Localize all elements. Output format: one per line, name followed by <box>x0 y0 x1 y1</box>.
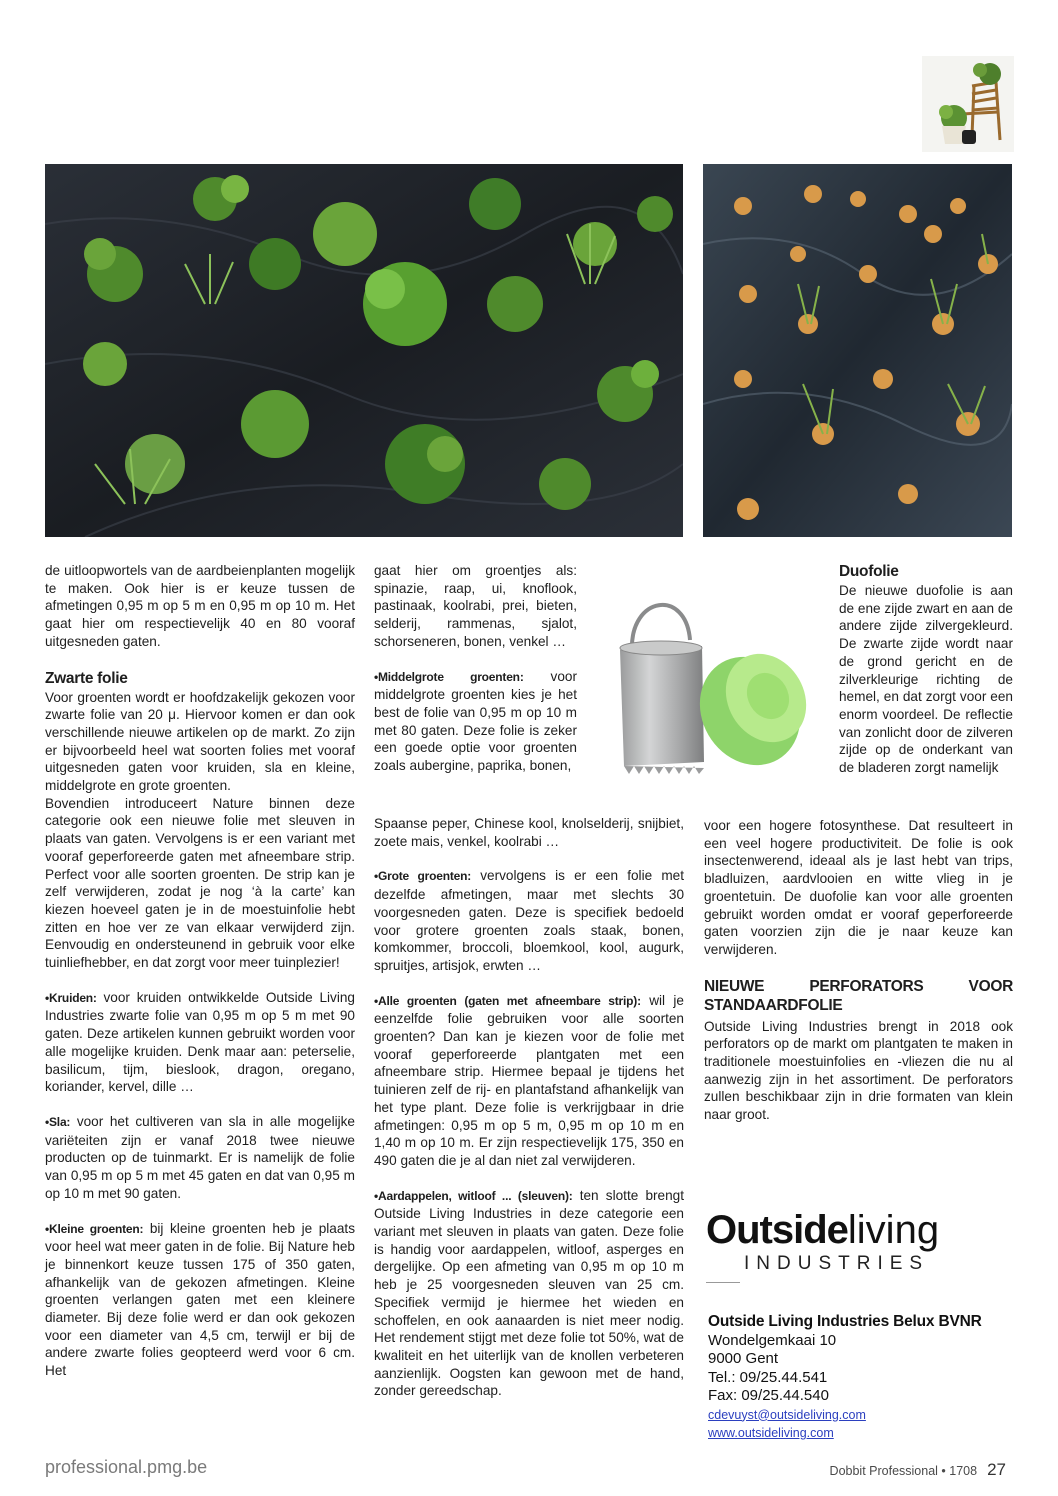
footer-magazine-name: Dobbit Professional • 1708 <box>829 1464 978 1478</box>
column-left <box>45 562 355 1380</box>
contact-website-link[interactable]: www.outsideliving.com <box>708 1426 834 1440</box>
kruiden-label: •Kruiden: <box>45 990 97 1005</box>
alle-groenten-paragraph <box>374 992 684 1170</box>
logo-word-living: living <box>847 1208 940 1252</box>
contact-fax: Fax: 09/25.44.540 <box>708 1387 829 1404</box>
duofolie-paragraph: De nieuwe duofolie is aan de ene zijde zwart en aan de andere zijde zilvergekleurd. De zwarte zijde wordt naar de grond gericht en de zilverkleurige richting de hemel, en dat zorgt voor een enorm voordeel. De reflectie van zonlicht door de zilveren zijde op de onderkant van de bladeren zorgt namelijk <box>839 583 1013 776</box>
zwarte-folie-paragraph-1: Voor groenten wordt er hoofdzakelijk gekozen voor zwarte folie van 20 μ. Hiervoor komen er dan ook verschillende nieuwe artikelen op de markt. Zo zijn er bijvoorbeeld heel wat soorten folies met vooraf uitgesneden gaten voor kruiden, sla en kleine, middelgrote en grote groenten. <box>45 689 355 794</box>
contact-company: Outside Living Industries Belux BVNR <box>708 1313 982 1330</box>
logo-wordmark <box>706 1207 1006 1253</box>
kleine-groenten-label: •Kleine groenten: <box>45 1221 144 1236</box>
grote-groenten-paragraph <box>374 867 684 974</box>
alle-groenten-label: •Alle groenten (gaten met afneembare strip): <box>374 993 641 1008</box>
herbs-on-black-foil-photo <box>45 164 683 537</box>
aardappelen-label: •Aardappelen, witloof ... (sleuven): <box>374 1188 573 1203</box>
footer-website: professional.pmg.be <box>45 1457 208 1477</box>
section-heading-perforators: NIEUWE PERFORATORS VOOR STANDAARDFOLIE <box>704 977 1013 1014</box>
logo-word-outside: Outside <box>706 1208 848 1252</box>
sla-paragraph <box>45 1113 355 1203</box>
contact-block <box>708 1313 1018 1443</box>
contact-tel: Tel.: 09/25.44.541 <box>708 1368 828 1386</box>
kleine-groenten-paragraph <box>45 1220 355 1380</box>
sla-text: voor het cultiveren van sla in alle mogelijke variëteiten zijn er vanaf 2018 twee nieuwe producten op de tuinmarkt. Er is namelijk de folie van 0,95 m op 5 m met 45 gaten en dat van 0,95 m op 10 m met 90 gaten. <box>45 1113 355 1201</box>
contact-street: Wondelgemkaai 10 <box>708 1331 837 1349</box>
onions-on-silver-foil-photo <box>703 164 1012 537</box>
kruiden-text: voor kruiden ontwikkelde Outside Living Industries zwarte folie van 0,95 m op 5 m met 90 gaten. Deze artikelen kunnen gebruikt worden voor alle mogelijke kruiden. Denk maar aan: peterselie, basilicum, tijm, bieslook, dragon, oregano, koriander, kervel, dille … <box>45 989 355 1095</box>
column-middle-top <box>374 562 577 775</box>
perforators-paragraph: Outside Living Industries brengt in 2018 ook perforators op de markt om plantgaten te maken in traditionele moestuinfolies en -vliezen die nu al aanwezig zijn in het assortiment. De perforators zullen beschikbaar zijn in drie formaten van klein naar groot. <box>704 1018 1013 1123</box>
groentjes-paragraph: gaat hier om groentjes als: spinazie, raap, ui, knoflook, pastinaak, koolrabi, prei, bieten, selderij, rammenas, sjalot, schorseneren, bonen, venkel … <box>374 563 577 649</box>
middelgrote-groenten-paragraph <box>374 668 577 775</box>
column-middle <box>374 815 684 1400</box>
middelgrote-groenten-label: •Middelgrote groenten: <box>374 669 524 684</box>
grote-groenten-label: •Grote groenten: <box>374 869 472 884</box>
outside-living-logo <box>706 1207 1006 1287</box>
middelgrote-groenten-continued: Spaanse peper, Chinese kool, knolselderij, snijbiet, zoete mais, venkel, koolrabi … <box>374 816 684 849</box>
perforator-tool-photo <box>590 586 840 786</box>
aardappelen-text: ten slotte brengt Outside Living Industries in deze categorie een variant met sleuven in plaats van gaten. Deze folie is handig voor aardappelen, witloof, asperges en dergelijke. Op een afmeting van 0,95 m op 10 m heb je 25 voorgesneden sleuven van 25 cm. Specifiek vermijd je hiermee het wieden en schoffelen, en ook aanaarden is niet meer nodig. Het rendement stijgt met deze folie tot 50%, wat de kwaliteit en het uiterlijk van de knollen verbeteren aanzienlijk. Oogsten kan gewoon met de hand, zonder gereedschap. <box>374 1187 684 1399</box>
duofolie-continued: voor een hogere fotosynthese. Dat resulteert in een veel hogere productiviteit. De folie is ook insectenwerend, ideaal als je last hebt van trips, bladluizen, aardvlooien en witte vlieg in je groentetuin. De duofolie kan voor alle groenten gebruikt worden omdat er vooraf geperforeerde gaten voorzien zijn die je naar keuze kan verwijderen. <box>704 818 1013 957</box>
logo-word-industries: INDUSTRIES <box>744 1253 930 1274</box>
kleine-groenten-text: bij kleine groenten heb je plaats voor heel wat meer gaten in de folie. Bij Nature heb je binnenkort keuze tussen 175 of 350 gaten, afhankelijk van de gekozen afmetingen. Kleine groenten verlangen gaten met een kleinere diameter. Bij deze folie werd er dan ook gekozen voor een diameter van 4,5 cm, terwijl er bij de andere zwarte folies geopteerd werd voor 6 cm. Het <box>45 1220 356 1379</box>
section-heading-duofolie: Duofolie <box>839 563 899 580</box>
page-number: 27 <box>987 1460 1006 1479</box>
section-heading-zwarte-folie: Zwarte folie <box>45 669 128 687</box>
kruiden-paragraph <box>45 989 355 1096</box>
grote-groenten-text: vervolgens is er een folie met dezelfde afmetingen, maar met slechts 30 voorgesneden gaten. Deze is specifiek bedoeld voor grotere groenten zoals staak, bonen, komkommer, broccoli, bloemkool, kool, augurk, spruitjes, artisjok, erwten … <box>374 868 684 973</box>
aardappelen-paragraph <box>374 1187 684 1400</box>
contact-email-link[interactable]: cdevuyst@outsideliving.com <box>708 1407 866 1422</box>
sla-label: •Sla: <box>45 1114 71 1129</box>
middelgrote-groenten-text: voor middelgrote groenten kies je het best de folie van 0,95 m op 10 m met 80 gaten. Deze folie is zeker een goede optie voor groenten zoals aubergine, paprika, bonen, <box>374 668 577 774</box>
footer-magazine-info <box>830 1460 1006 1480</box>
zwarte-folie-paragraph-2: Bovendien introduceert Nature binnen deze categorie ook een nieuwe folie met sleuven in plaats van gaten. Vervolgens is er een variant met vooraf geperforeerde gaten met afneembare strip. Perfect voor alle soorten groenten. De strip kan je zelf verwijderen, zodat je nog ‘à la carte’ kan kiezen hoeveel gaten je in de moestuinfolie hebt zitten en hoe ver ze van elkaar verwijderd zijn. Eenvoudig en ondersteunend in gebruik voor elke tuinliefhebber, en dat zorgt voor meer tuinplezier! <box>45 795 355 971</box>
garden-chair-plants-icon <box>922 56 1014 152</box>
intro-paragraph: de uitloopwortels van de aardbeienplanten mogelijk te maken. Ook hier is er keuze tussen de afmetingen 0,95 m op 5 m en 0,95 m op 10 m. Het gaat hier om respectievelijk 40 en 80 vooraf uitgesneden gaten. <box>45 563 355 649</box>
contact-city: 9000 Gent <box>708 1350 779 1367</box>
alle-groenten-text: wil je eenzelfde folie gebruiken voor alle soorten groenten? Dan kan je kiezen voor de folie met vooraf geperforeerde plantgaten met een afneembare strip. Hiermee bepaal je tijdens het tuinieren zelf de rij- en plantafstand afhankelijk van het type plant. Deze folie is verkrijgbaar in drie afmetingen: 0,95 m op 5 m, 0,95 m op 10 m en 1,40 m op 10 m. Er zijn respectievelijk 175, 350 en 490 gaten die je al dan niet zal verwijderen. <box>374 992 684 1168</box>
column-right-top <box>839 562 1013 777</box>
logo-divider <box>706 1282 740 1283</box>
column-right <box>704 817 1013 1124</box>
